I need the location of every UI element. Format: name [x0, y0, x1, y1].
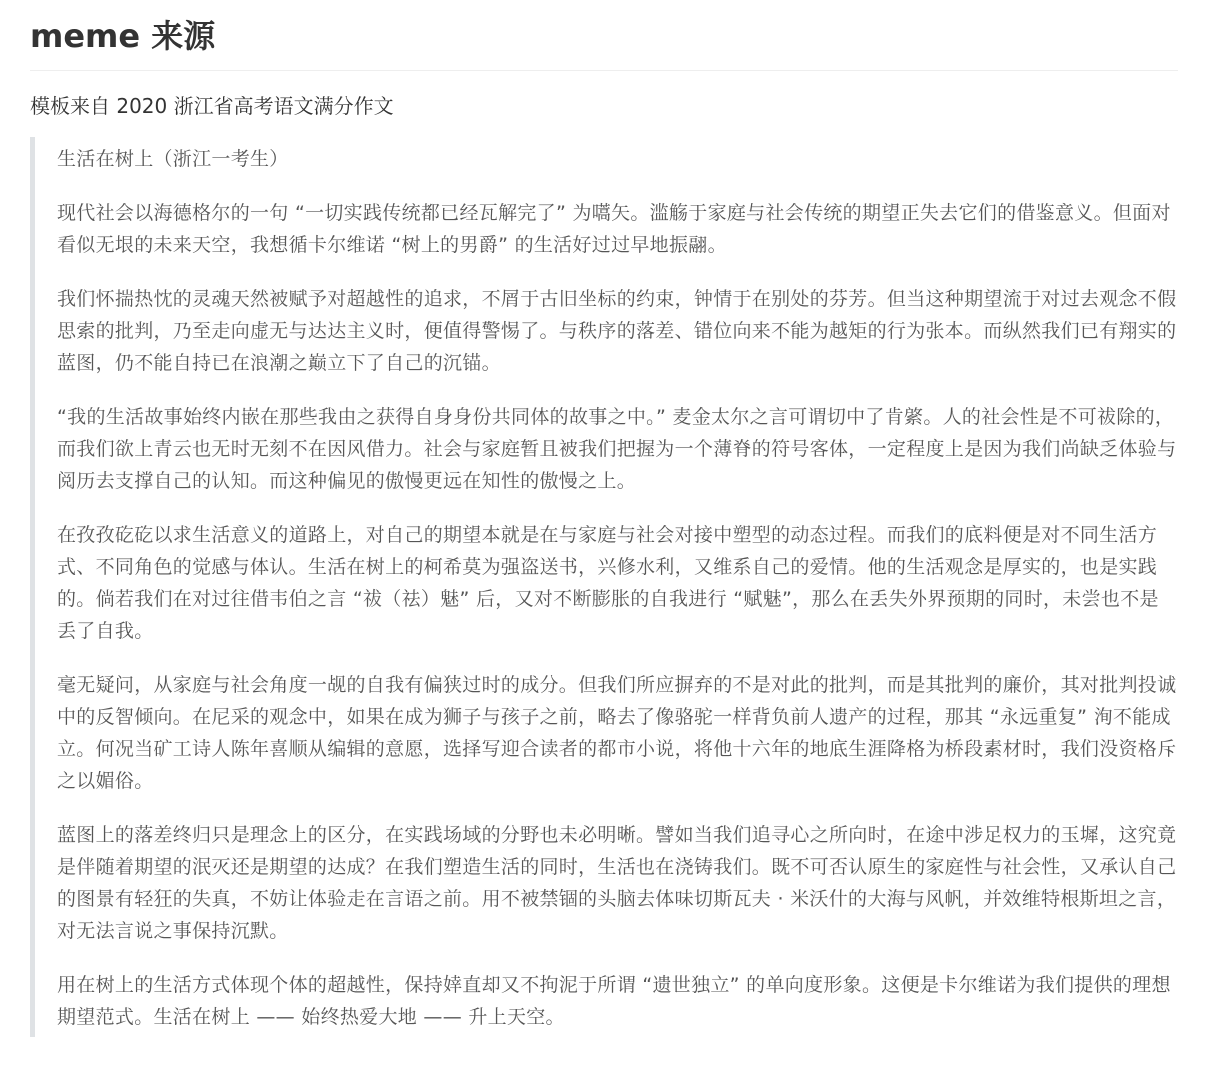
essay-blockquote: [30, 137, 1178, 1037]
essay-paragraph-7: 用在树上的生活方式体现个体的超越性，保持婞直却又不拘泥于所谓 “遗世独立” 的单向度形象。这便是卡尔维诺为我们提供的理想期望范式。生活在树上 —— 始终热爱大地 —— 升上天空。: [57, 974, 1171, 1028]
essay-paragraph-3: “我的生活故事始终内嵌在那些我由之获得自身身份共同体的故事之中。” 麦金太尔之言可谓切中了肯綮。人的社会性是不可祓除的，而我们欲上青云也无时无刻不在因风借力。社会与家庭暂且被我们把握为一个薄脊的符号客体，一定程度上是因为我们尚缺乏体验与阅历去支撑自己的认知。而这种偏见的傲慢更远在知性的傲慢之上。: [57, 406, 1177, 492]
intro-text: 模板来自 2020 浙江省高考语文满分作文: [30, 94, 394, 118]
page-title: meme 来源: [30, 10, 1178, 71]
essay-paragraph-1: 现代社会以海德格尔的一句 “一切实践传统都已经瓦解完了” 为嚆矢。滥觞于家庭与社会传统的期望正失去它们的借鉴意义。但面对看似无垠的未来天空，我想循卡尔维诺 “树上的男爵” 的生活好过过早地振翮。: [57, 202, 1171, 256]
essay-paragraph-4: 在孜孜矻矻以求生活意义的道路上，对自己的期望本就是在与家庭与社会对接中塑型的动态过程。而我们的底料便是对不同生活方式、不同角色的觉感与体认。生活在树上的柯希莫为强盗送书，兴修水利，又维系自己的爱情。他的生活观念是厚实的，也是实践的。倘若我们在对过往借韦伯之言 “祓（祛）魅” 后，又对不断膨胀的自我进行 “赋魅”，那么在丢失外界预期的同时，未尝也不是丢了自我。: [57, 524, 1159, 642]
essay-paragraph-5: 毫无疑问，从家庭与社会角度一觇的自我有偏狭过时的成分。但我们所应摒弃的不是对此的批判，而是其批判的廉价，其对批判投诚中的反智倾向。在尼采的观念中，如果在成为狮子与孩子之前，略去了像骆驼一样背负前人遗产的过程，那其 “永远重复” 洵不能成立。何况当矿工诗人陈年喜顺从编辑的意愿，选择写迎合读者的都市小说，将他十六年的地底生涯降格为桥段素材时，我们没资格斥之以媚俗。: [57, 674, 1177, 792]
essay-paragraph-2: 我们怀揣热忱的灵魂天然被赋予对超越性的追求，不屑于古旧坐标的约束，钟情于在别处的芬芳。但当这种期望流于对过去观念不假思索的批判，乃至走向虚无与达达主义时，便值得警惕了。与秩序的落差、错位向来不能为越矩的行为张本。而纵然我们已有翔实的蓝图，仍不能自持已在浪潮之巅立下了自己的沉锚。: [57, 288, 1177, 374]
essay-heading: 生活在树上（浙江一考生）: [57, 148, 289, 170]
essay-paragraph-6: 蓝图上的落差终归只是理念上的区分，在实践场域的分野也未必明晰。譬如当我们追寻心之所向时，在途中涉足权力的玉墀，这究竟是伴随着期望的泯灭还是期望的达成？在我们塑造生活的同时，生活也在浇铸我们。既不可否认原生的家庭性与社会性，又承认自己的图景有轻狂的失真，不妨让体验走在言语之前。用不被禁锢的头脑去体味切斯瓦夫 · 米沃什的大海与风帆，并效维特根斯坦之言，对无法言说之事保持沉默。: [57, 824, 1177, 942]
